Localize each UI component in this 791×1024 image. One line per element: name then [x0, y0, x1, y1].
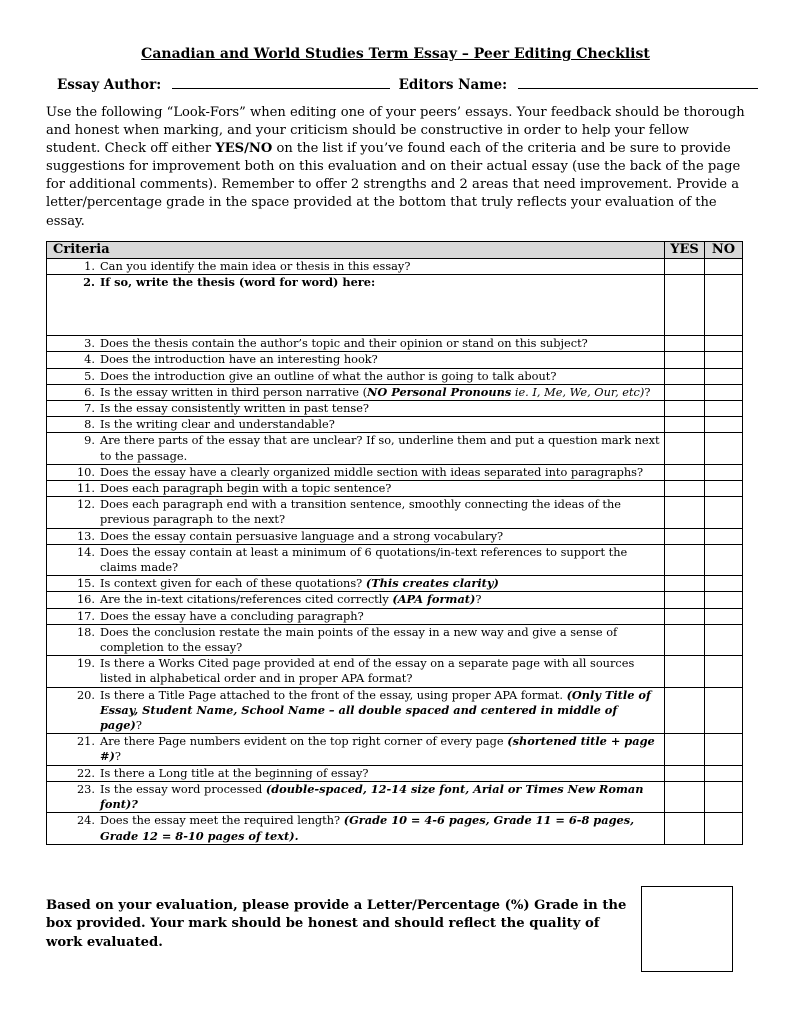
criteria-row: [47, 576, 743, 592]
no-checkbox[interactable]: [705, 765, 743, 781]
criteria-number: 12.: [76, 497, 95, 512]
criteria-number: 18.: [76, 624, 95, 639]
criteria-cell: [47, 433, 665, 464]
yes-checkbox[interactable]: [665, 813, 705, 844]
yes-checkbox[interactable]: [665, 608, 705, 624]
yes-checkbox[interactable]: [665, 259, 705, 275]
yes-checkbox[interactable]: [665, 734, 705, 765]
criteria-text: [100, 782, 664, 812]
criteria-number: 13.: [76, 528, 95, 543]
criteria-text-part: Is there a Title Page attached to the front of the essay, using proper APA format.: [100, 687, 567, 702]
yes-checkbox[interactable]: [665, 352, 705, 368]
criteria-row: [47, 433, 743, 464]
criteria-cell: [47, 592, 665, 608]
page-title: Canadian and World Studies Term Essay – Peer Editing Checklist: [141, 46, 650, 62]
criteria-cell: [47, 352, 665, 368]
no-checkbox[interactable]: [705, 417, 743, 433]
criteria-text: [100, 813, 664, 843]
criteria-text: Is there a Long title at the beginning of essay?: [100, 765, 369, 780]
criteria-text: Does the introduction have an interesting hook?: [100, 352, 378, 367]
no-checkbox[interactable]: [705, 368, 743, 384]
no-checkbox[interactable]: [705, 608, 743, 624]
no-checkbox[interactable]: [705, 336, 743, 352]
criteria-number: 21.: [76, 734, 95, 749]
criteria-text-part: NO Personal Pronouns: [367, 384, 512, 399]
no-checkbox[interactable]: [705, 592, 743, 608]
criteria-cell: [47, 624, 665, 655]
criteria-text: [100, 576, 664, 591]
yes-checkbox[interactable]: [665, 401, 705, 417]
criteria-number: 4.: [84, 352, 95, 367]
criteria-row: [47, 813, 743, 844]
criteria-number: 1.: [84, 259, 95, 273]
no-checkbox[interactable]: [705, 384, 743, 400]
yes-checkbox[interactable]: [665, 592, 705, 608]
criteria-text-part: (double-spaced, 12-14 size font, Arial or Times New Roman font)?: [100, 781, 644, 812]
no-checkbox[interactable]: [705, 528, 743, 544]
criteria-cell: [47, 734, 665, 765]
criteria-cell: [47, 656, 665, 687]
criteria-cell: [47, 544, 665, 575]
criteria-text-part: (This creates clarity): [365, 576, 499, 591]
no-checkbox[interactable]: [705, 544, 743, 575]
criteria-number: 19.: [76, 656, 95, 671]
criteria-row: [47, 687, 743, 734]
criteria-number: 16.: [76, 592, 95, 607]
yes-checkbox[interactable]: [665, 464, 705, 480]
criteria-table: [46, 241, 743, 845]
criteria-number: 17.: [76, 608, 95, 623]
criteria-text-part: Does the essay meet the required length?: [100, 813, 344, 828]
criteria-text-part: ?: [114, 749, 121, 764]
criteria-cell: [47, 608, 665, 624]
criteria-number: 15.: [76, 576, 95, 591]
criteria-row: [47, 544, 743, 575]
no-checkbox[interactable]: [705, 497, 743, 528]
criteria-cell: [47, 781, 665, 812]
instructions-paragraph: [46, 104, 746, 231]
criteria-row: [47, 765, 743, 781]
criteria-row: [47, 497, 743, 528]
criteria-cell: [47, 765, 665, 781]
yes-checkbox[interactable]: [665, 275, 705, 336]
no-checkbox[interactable]: [705, 813, 743, 844]
criteria-number: 9.: [84, 433, 95, 448]
criteria-number: 10.: [76, 464, 95, 479]
criteria-text-part: Is the essay written in third person narrative (: [100, 384, 368, 399]
grade-box[interactable]: [641, 886, 733, 972]
criteria-text: [100, 385, 664, 400]
yes-checkbox[interactable]: [665, 576, 705, 592]
criteria-cell: [47, 497, 665, 528]
yes-checkbox[interactable]: [665, 481, 705, 497]
no-checkbox[interactable]: [705, 687, 743, 734]
criteria-text-part: Is context given for each of these quotations?: [100, 576, 366, 591]
no-checkbox[interactable]: [705, 481, 743, 497]
criteria-row: [47, 734, 743, 765]
instructions-text-1: Use the following “Look-Fors” when editing one of your peers’ essays. Your feedback should be thorough and honest when marking, and your criticism should be constructive in order to help your fellow student. Check off either: [46, 105, 745, 157]
criteria-cell: [47, 384, 665, 400]
no-checkbox[interactable]: [705, 464, 743, 480]
criteria-text-part: (APA format): [392, 592, 476, 607]
criteria-cell: [47, 813, 665, 844]
criteria-header: Criteria: [47, 242, 665, 259]
criteria-number: 23.: [76, 781, 95, 796]
criteria-text-part: Are the in-text citations/references cited correctly: [100, 592, 393, 607]
criteria-cell: [47, 275, 665, 336]
criteria-text-part: ?: [644, 384, 651, 399]
criteria-text: Does the introduction give an outline of what the author is going to talk about?: [100, 368, 557, 383]
criteria-text: Does the essay have a concluding paragraph?: [100, 608, 364, 623]
criteria-cell: [47, 528, 665, 544]
criteria-row: [47, 528, 743, 544]
criteria-number: 7.: [84, 401, 95, 416]
yes-checkbox[interactable]: [665, 656, 705, 687]
no-checkbox[interactable]: [705, 656, 743, 687]
instructions-yesno: YES/NO: [215, 141, 273, 157]
criteria-row: [47, 275, 743, 336]
criteria-text: Does the thesis contain the author’s topic and their opinion or stand on this subject?: [100, 336, 588, 351]
criteria-text: Are there parts of the essay that are unclear? If so, underline them and put a question mark next to the passage.: [100, 433, 660, 463]
criteria-text: Does each paragraph begin with a topic sentence?: [100, 481, 392, 496]
criteria-text: Does the conclusion restate the main points of the essay in a new way and give a sense of completion to the essay?: [100, 624, 618, 655]
criteria-text: Is the writing clear and understandable?: [100, 417, 335, 432]
criteria-row: [47, 352, 743, 368]
yes-checkbox[interactable]: [665, 544, 705, 575]
no-checkbox[interactable]: [705, 401, 743, 417]
criteria-row: [47, 259, 743, 275]
criteria-row: [47, 656, 743, 687]
author-editor-line: [57, 76, 747, 93]
criteria-number: 20.: [76, 687, 95, 702]
criteria-text-part: (Grade 10 = 4-6 pages, Grade 11 = 6-8 pages, Grade 12 = 8-10 pages of text).: [100, 813, 635, 843]
yes-checkbox[interactable]: [665, 417, 705, 433]
yes-checkbox[interactable]: [665, 687, 705, 734]
grade-instructions: Based on your evaluation, please provide a Letter/Percentage (%) Grade in the box provided. Your mark should be honest and should reflect the quality of work evaluated.: [46, 898, 627, 950]
criteria-cell: [47, 336, 665, 352]
yes-checkbox[interactable]: [665, 368, 705, 384]
criteria-text-part: ie. I, Me, We, Our, etc): [511, 384, 645, 399]
criteria-text-part: (Only Title of Essay, Student Name, School Name – all double spaced and centered in middle of page): [100, 687, 651, 733]
criteria-text-part: Are there Page numbers evident on the top right corner of every page: [100, 734, 508, 749]
editors-name-field[interactable]: [518, 76, 758, 89]
yes-checkbox[interactable]: [665, 433, 705, 464]
criteria-row: [47, 608, 743, 624]
criteria-text-part: ?: [475, 592, 482, 607]
criteria-cell: [47, 576, 665, 592]
criteria-number: 24.: [76, 813, 95, 828]
criteria-text: Is the essay consistently written in past tense?: [100, 401, 370, 416]
no-checkbox[interactable]: [705, 275, 743, 336]
criteria-number: 2.: [83, 275, 95, 290]
criteria-number: 6.: [84, 384, 95, 399]
criteria-text: Does the essay contain at least a minimum of 6 quotations/in-text references to support the claims made?: [100, 544, 628, 575]
criteria-text: Can you identify the main idea or thesis in this essay?: [100, 259, 411, 273]
criteria-number: 14.: [76, 544, 95, 559]
criteria-text: [100, 734, 664, 764]
no-checkbox[interactable]: [705, 781, 743, 812]
yes-header: YES: [665, 242, 705, 259]
yes-checkbox[interactable]: [665, 624, 705, 655]
criteria-row: [47, 401, 743, 417]
no-checkbox[interactable]: [705, 433, 743, 464]
no-checkbox[interactable]: [705, 624, 743, 655]
no-header: NO: [705, 242, 743, 259]
criteria-text: Does the essay have a clearly organized middle section with ideas separated into paragraphs?: [100, 464, 644, 479]
yes-checkbox[interactable]: [665, 528, 705, 544]
criteria-row: [47, 336, 743, 352]
editors-name-label: Editors Name:: [398, 77, 508, 93]
criteria-row: [47, 417, 743, 433]
criteria-number: 11.: [76, 481, 95, 496]
criteria-number: 8.: [84, 417, 95, 432]
criteria-row: [47, 368, 743, 384]
yes-checkbox[interactable]: [665, 781, 705, 812]
criteria-text: Is there a Works Cited page provided at end of the essay on a separate page with all sources listed in alphabetical order and in proper APA format?: [100, 656, 635, 686]
criteria-cell: [47, 368, 665, 384]
criteria-cell: [47, 464, 665, 480]
criteria-row: [47, 481, 743, 497]
yes-checkbox[interactable]: [665, 765, 705, 781]
criteria-row: [47, 624, 743, 655]
criteria-text: [100, 688, 664, 734]
criteria-row: [47, 781, 743, 812]
criteria-text-part: ?: [135, 718, 142, 733]
no-checkbox[interactable]: [705, 734, 743, 765]
essay-author-label: Essay Author:: [57, 77, 162, 93]
no-checkbox[interactable]: [705, 352, 743, 368]
criteria-cell: [47, 417, 665, 433]
no-checkbox[interactable]: [705, 576, 743, 592]
no-checkbox[interactable]: [705, 259, 743, 275]
criteria-text: [100, 592, 664, 607]
yes-checkbox[interactable]: [665, 336, 705, 352]
instructions-text-2: on the list if you’ve found each of the criteria and be sure to provide suggestions for improvement both on this evaluation and on their actual essay (use the back of the page for additional comments). Remember to offer 2 strengths and 2 areas that need improvement. Provide a letter/percentage grade in the space provided at the bottom that truly reflects your evaluation of the essay.: [46, 141, 741, 229]
criteria-text: Does each paragraph end with a transition sentence, smoothly connecting the ideas of the previous paragraph to the next?: [100, 497, 621, 527]
criteria-row: [47, 384, 743, 400]
criteria-text-part: (shortened title + page #): [100, 734, 655, 764]
criteria-text: If so, write the thesis (word for word) here:: [100, 275, 376, 290]
criteria-row: [47, 464, 743, 480]
criteria-text-part: Is the essay word processed: [100, 781, 266, 796]
criteria-number: 22.: [76, 765, 95, 780]
criteria-cell: [47, 259, 665, 275]
criteria-text: Does the essay contain persuasive language and a strong vocabulary?: [100, 528, 504, 543]
criteria-cell: [47, 401, 665, 417]
criteria-number: 5.: [84, 368, 95, 383]
yes-checkbox[interactable]: [665, 384, 705, 400]
criteria-row: [47, 592, 743, 608]
criteria-number: 3.: [84, 336, 95, 351]
criteria-header-row: [47, 242, 743, 259]
criteria-cell: [47, 481, 665, 497]
yes-checkbox[interactable]: [665, 497, 705, 528]
criteria-cell: [47, 687, 665, 734]
essay-author-field[interactable]: [172, 76, 390, 89]
